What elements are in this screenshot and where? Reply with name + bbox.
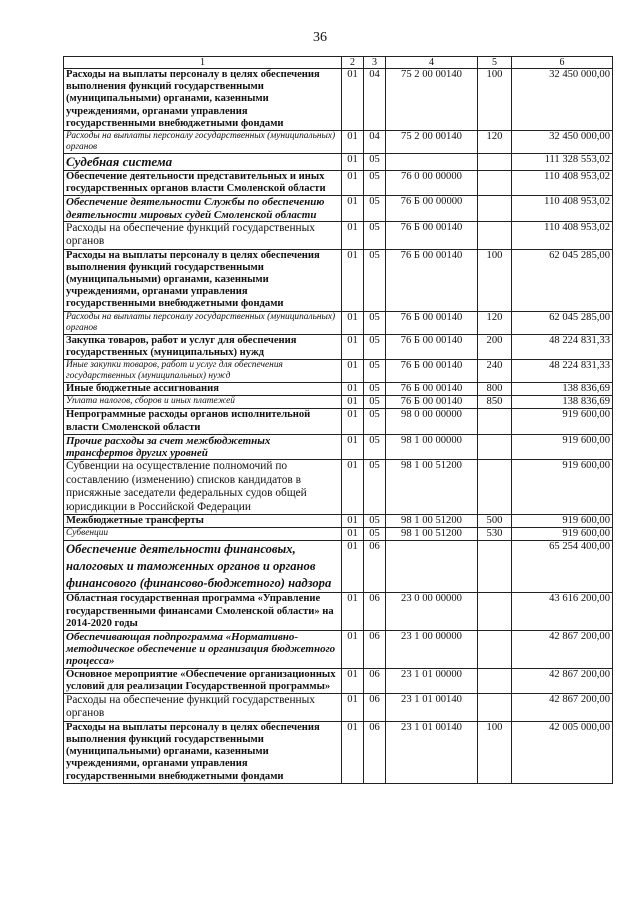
row-name: Обеспечение деятельности финансовых, налоговых и таможенных органов и органов финансового (финансово-бюджетного) надзора	[64, 541, 342, 593]
row-expense-type: 500	[478, 514, 512, 527]
row-name: Иные закупки товаров, работ и услуг для обеспечения государственных (муниципальных) нужд	[64, 360, 342, 383]
row-name: Основное мероприятие «Обеспечение организационных условий для реализации Государственной программы»	[64, 668, 342, 693]
row-target-article: 98 1 00 51200	[386, 528, 478, 541]
column-header: 6	[512, 57, 613, 69]
row-subsection: 05	[364, 360, 386, 383]
row-expense-type	[478, 409, 512, 434]
row-section: 01	[342, 171, 364, 196]
row-amount: 32 450 000,00	[512, 69, 613, 131]
row-name: Уплата налогов, сборов и иных платежей	[64, 396, 342, 409]
row-subsection: 04	[364, 69, 386, 131]
row-expense-type	[478, 460, 512, 515]
row-expense-type	[478, 593, 512, 631]
row-expense-type: 100	[478, 249, 512, 311]
row-expense-type	[478, 434, 512, 459]
row-expense-type	[478, 630, 512, 668]
table-row	[64, 334, 613, 359]
page-number: 36	[313, 30, 327, 45]
table-row	[64, 196, 613, 221]
table-row	[64, 249, 613, 311]
row-name: Субвенции	[64, 528, 342, 541]
row-section: 01	[342, 131, 364, 154]
row-expense-type	[478, 668, 512, 693]
table-row	[64, 171, 613, 196]
budget-table	[63, 56, 613, 784]
row-target-article: 76 Б 00 00140	[386, 249, 478, 311]
row-amount: 32 450 000,00	[512, 131, 613, 154]
row-section: 01	[342, 249, 364, 311]
row-section: 01	[342, 360, 364, 383]
row-name: Расходы на выплаты персоналу в целях обеспечения выполнения функций государственными (муниципальными) органами, казенными учреждениями, органами управления государственными внебюджетными фондами	[64, 249, 342, 311]
row-subsection: 04	[364, 131, 386, 154]
row-subsection: 05	[364, 409, 386, 434]
row-target-article	[386, 541, 478, 593]
row-name: Расходы на обеспечение функций государственных органов	[64, 693, 342, 721]
row-expense-type: 240	[478, 360, 512, 383]
row-name: Расходы на выплаты персоналу в целях обеспечения выполнения функций государственными (муниципальными) органами, казенными учреждениями, органами управления государственными внебюджетными фондами	[64, 69, 342, 131]
row-name: Судебная система	[64, 154, 342, 171]
table-row	[64, 541, 613, 593]
row-amount: 65 254 400,00	[512, 541, 613, 593]
row-target-article: 76 0 00 00000	[386, 171, 478, 196]
table-row	[64, 668, 613, 693]
row-target-article: 23 1 00 00000	[386, 630, 478, 668]
row-name: Расходы на выплаты персоналу в целях обеспечения выполнения функций государственными (муниципальными) органами, казенными учреждениями, органами управления государственными внебюджетными фондами	[64, 721, 342, 783]
row-section: 01	[342, 383, 364, 396]
row-subsection: 05	[364, 171, 386, 196]
row-subsection: 06	[364, 668, 386, 693]
row-expense-type	[478, 221, 512, 249]
row-amount: 111 328 553,02	[512, 154, 613, 171]
row-target-article: 98 0 00 00000	[386, 409, 478, 434]
row-name: Расходы на обеспечение функций государственных органов	[64, 221, 342, 249]
row-name: Субвенции на осуществление полномочий по составлению (изменению) списков кандидатов в присяжные заседатели федеральных судов общей юрисдикции в Российской Федерации	[64, 460, 342, 515]
row-subsection: 05	[364, 396, 386, 409]
row-expense-type: 800	[478, 383, 512, 396]
row-subsection: 05	[364, 221, 386, 249]
row-expense-type: 100	[478, 69, 512, 131]
row-amount: 48 224 831,33	[512, 360, 613, 383]
row-target-article: 76 Б 00 00140	[386, 334, 478, 359]
row-subsection: 05	[364, 196, 386, 221]
row-amount: 62 045 285,00	[512, 249, 613, 311]
table-row	[64, 221, 613, 249]
table-row	[64, 383, 613, 396]
row-amount: 919 600,00	[512, 528, 613, 541]
row-subsection: 05	[364, 311, 386, 334]
table-header-row	[64, 57, 613, 69]
row-expense-type	[478, 154, 512, 171]
row-subsection: 06	[364, 541, 386, 593]
row-section: 01	[342, 630, 364, 668]
row-section: 01	[342, 528, 364, 541]
row-name: Иные бюджетные ассигнования	[64, 383, 342, 396]
table-row	[64, 593, 613, 631]
row-expense-type	[478, 196, 512, 221]
table-row	[64, 528, 613, 541]
row-amount: 919 600,00	[512, 514, 613, 527]
row-target-article: 98 1 00 51200	[386, 514, 478, 527]
row-target-article: 98 1 00 00000	[386, 434, 478, 459]
row-expense-type: 120	[478, 131, 512, 154]
row-subsection: 05	[364, 334, 386, 359]
row-target-article: 98 1 00 51200	[386, 460, 478, 515]
row-expense-type: 530	[478, 528, 512, 541]
row-section: 01	[342, 541, 364, 593]
column-header: 5	[478, 57, 512, 69]
row-subsection: 06	[364, 630, 386, 668]
row-amount: 919 600,00	[512, 434, 613, 459]
row-section: 01	[342, 434, 364, 459]
row-target-article: 23 0 00 00000	[386, 593, 478, 631]
row-amount: 42 867 200,00	[512, 668, 613, 693]
table-row	[64, 131, 613, 154]
row-target-article: 75 2 00 00140	[386, 69, 478, 131]
row-section: 01	[342, 721, 364, 783]
row-name: Расходы на выплаты персоналу государственных (муниципальных) органов	[64, 131, 342, 154]
row-name: Прочие расходы за счет межбюджетных трансфертов других уровней	[64, 434, 342, 459]
row-target-article: 76 Б 00 00140	[386, 383, 478, 396]
row-expense-type: 120	[478, 311, 512, 334]
row-expense-type	[478, 693, 512, 721]
row-section: 01	[342, 311, 364, 334]
row-name: Непрограммные расходы органов исполнительной власти Смоленской области	[64, 409, 342, 434]
row-amount: 42 867 200,00	[512, 693, 613, 721]
row-section: 01	[342, 221, 364, 249]
row-name: Обеспечение деятельности представительных и иных государственных органов власти Смоленской области	[64, 171, 342, 196]
row-section: 01	[342, 593, 364, 631]
row-name: Межбюджетные трансферты	[64, 514, 342, 527]
row-name: Обеспечивающая подпрограмма «Нормативно-методическое обеспечение и организация бюджетного процесса»	[64, 630, 342, 668]
table-row	[64, 409, 613, 434]
row-amount: 110 408 953,02	[512, 221, 613, 249]
row-subsection: 05	[364, 249, 386, 311]
row-expense-type: 100	[478, 721, 512, 783]
row-name: Областная государственная программа «Управление государственными финансами Смоленской области» на 2014-2020 годы	[64, 593, 342, 631]
row-section: 01	[342, 693, 364, 721]
row-target-article: 76 Б 00 00140	[386, 396, 478, 409]
row-target-article: 23 1 01 00140	[386, 721, 478, 783]
row-section: 01	[342, 460, 364, 515]
row-amount: 919 600,00	[512, 460, 613, 515]
row-subsection: 06	[364, 721, 386, 783]
row-subsection: 06	[364, 593, 386, 631]
row-section: 01	[342, 154, 364, 171]
row-amount: 42 005 000,00	[512, 721, 613, 783]
row-target-article	[386, 154, 478, 171]
row-expense-type	[478, 541, 512, 593]
row-amount: 138 836,69	[512, 383, 613, 396]
row-target-article: 23 1 01 00140	[386, 693, 478, 721]
table-row	[64, 514, 613, 527]
column-header: 3	[364, 57, 386, 69]
row-amount: 48 224 831,33	[512, 334, 613, 359]
row-subsection: 05	[364, 383, 386, 396]
row-target-article: 76 Б 00 00000	[386, 196, 478, 221]
row-amount: 110 408 953,02	[512, 196, 613, 221]
column-header: 4	[386, 57, 478, 69]
row-section: 01	[342, 396, 364, 409]
column-header: 1	[64, 57, 342, 69]
row-target-article: 23 1 01 00000	[386, 668, 478, 693]
row-amount: 43 616 200,00	[512, 593, 613, 631]
row-subsection: 05	[364, 460, 386, 515]
table-row	[64, 693, 613, 721]
row-section: 01	[342, 668, 364, 693]
row-target-article: 76 Б 00 00140	[386, 221, 478, 249]
table-row	[64, 630, 613, 668]
row-target-article: 75 2 00 00140	[386, 131, 478, 154]
row-subsection: 05	[364, 434, 386, 459]
row-subsection: 05	[364, 514, 386, 527]
row-subsection: 05	[364, 154, 386, 171]
row-expense-type: 200	[478, 334, 512, 359]
column-header: 2	[342, 57, 364, 69]
row-name: Обеспечение деятельности Службы по обеспечению деятельности мировых судей Смоленской области	[64, 196, 342, 221]
row-amount: 110 408 953,02	[512, 171, 613, 196]
row-target-article: 76 Б 00 00140	[386, 360, 478, 383]
table-row	[64, 360, 613, 383]
row-name: Расходы на выплаты персоналу государственных (муниципальных) органов	[64, 311, 342, 334]
row-section: 01	[342, 514, 364, 527]
row-name: Закупка товаров, работ и услуг для обеспечения государственных (муниципальных) нужд	[64, 334, 342, 359]
row-amount: 138 836,69	[512, 396, 613, 409]
table-row	[64, 69, 613, 131]
row-amount: 62 045 285,00	[512, 311, 613, 334]
row-section: 01	[342, 334, 364, 359]
row-subsection: 05	[364, 528, 386, 541]
row-subsection: 06	[364, 693, 386, 721]
table-row	[64, 396, 613, 409]
row-expense-type	[478, 171, 512, 196]
row-amount: 42 867 200,00	[512, 630, 613, 668]
table-row	[64, 434, 613, 459]
row-amount: 919 600,00	[512, 409, 613, 434]
row-target-article: 76 Б 00 00140	[386, 311, 478, 334]
table-row	[64, 721, 613, 783]
row-expense-type: 850	[478, 396, 512, 409]
table-row	[64, 311, 613, 334]
row-section: 01	[342, 409, 364, 434]
table-row	[64, 154, 613, 171]
row-section: 01	[342, 69, 364, 131]
row-section: 01	[342, 196, 364, 221]
table-row	[64, 460, 613, 515]
